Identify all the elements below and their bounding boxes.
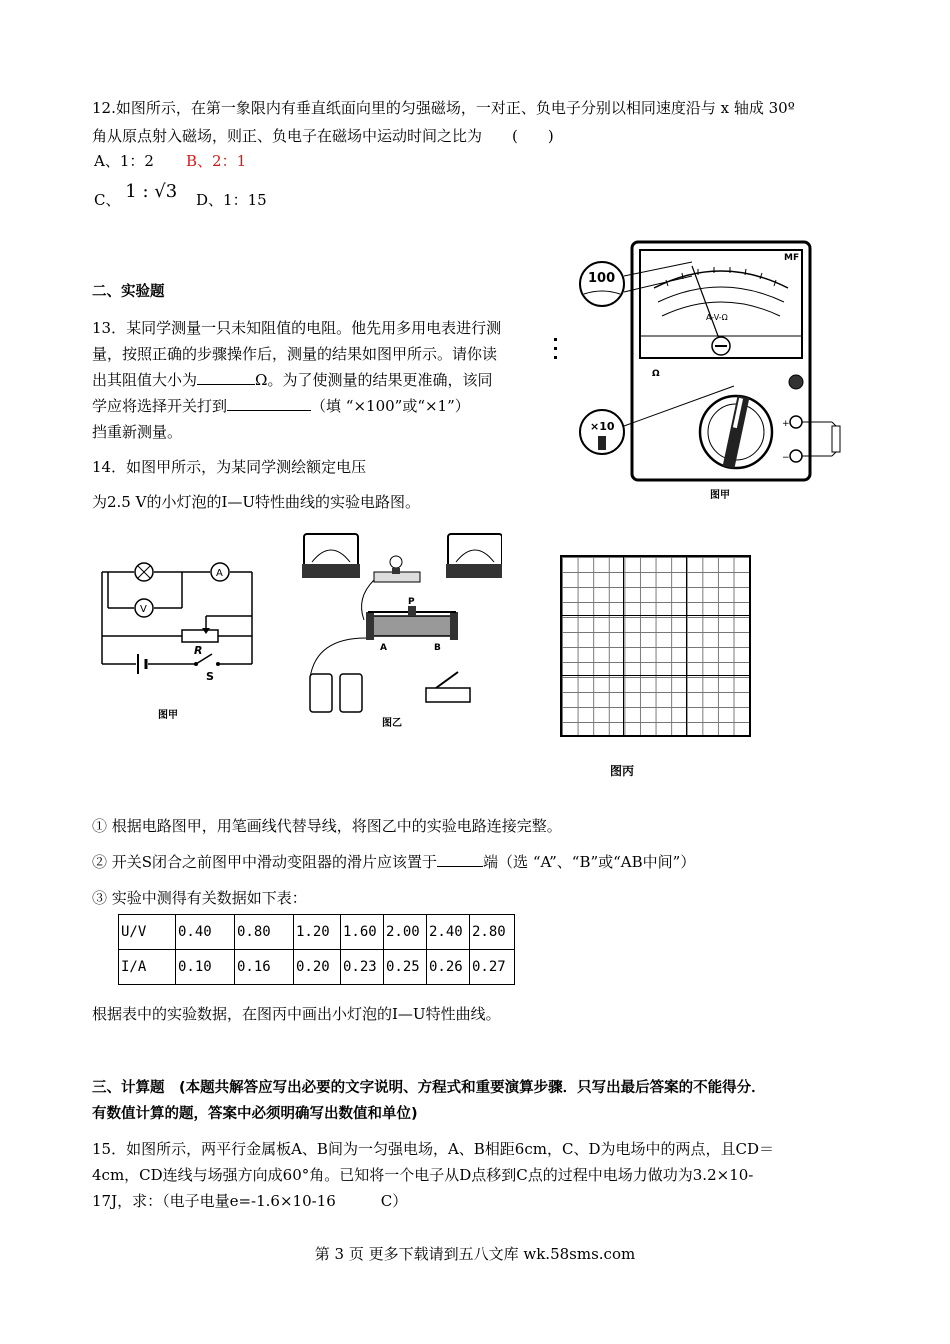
table-cell: 2.80: [470, 915, 515, 950]
multimeter-knob-label: Ω: [652, 369, 660, 379]
table-cell: 0.27: [470, 950, 515, 985]
q14-line2: 为2.5 V的小灯泡的I—U特性曲线的实验电路图。: [92, 493, 421, 511]
table-cell: 0.26: [427, 950, 470, 985]
table-cell: 0.25: [384, 950, 427, 985]
q13-line1: 13．某同学测量一只未知阻值的电阻。他先用多用电表进行测: [92, 319, 502, 337]
slider-label: P: [408, 597, 415, 607]
step1: ① 根据电路图甲，用笔画线代替导线，将图乙中的实验电路连接完整。: [92, 817, 562, 835]
q13-range-blank[interactable]: [227, 394, 311, 411]
table-cell: 0.80: [235, 915, 294, 950]
circuit-caption: 图甲: [158, 710, 178, 721]
step2: [92, 850, 695, 874]
q12-option-d: D、1：15: [196, 191, 267, 209]
q13-line4: [92, 394, 470, 418]
q12-option-c-prefix: C、: [94, 191, 121, 209]
q12-option-c: [94, 181, 178, 212]
q13-line3: [92, 368, 492, 392]
page-footer: 第 3 页 更多下载请到五八文库 wk.58sms.com: [314, 1245, 636, 1263]
table-cell: 0.20: [294, 950, 341, 985]
circuit-diagram: [96, 556, 260, 722]
q12-option-a: A、1：2: [94, 152, 154, 170]
table-cell: 2.00: [384, 915, 427, 950]
zoom-range-setting: ×10: [590, 420, 615, 433]
section2-title: 二、实验题: [92, 284, 165, 300]
q15-line1: 15．如图所示，两平行金属板A、B间为一匀强电场，A、B相距6cm，C、D为电场中的两点，且CD＝: [92, 1140, 774, 1158]
table-cell: 0.16: [235, 950, 294, 985]
rheostat-label: R: [194, 644, 203, 657]
q12-option-b: B、2：1: [186, 152, 247, 170]
data-table: [118, 914, 515, 985]
rheostat-end-a: A: [380, 643, 387, 653]
voltmeter-symbol: V: [140, 604, 147, 615]
step2-start: ② 开关S闭合之前图甲中滑动变阻器的滑片应该置于: [92, 853, 438, 871]
table-cell: 1.20: [294, 915, 341, 950]
after-table-text: 根据表中的实验数据，在图丙中画出小灯泡的I—U特性曲线。: [92, 1005, 501, 1023]
q13-line4-start: 学应将选择开关打到: [92, 397, 228, 415]
q13-line3-end: Ω。为了使测量的结果更准确，该同: [255, 371, 493, 389]
q15-line2: 4cm，CD连线与场强方向成60°角。已知将一个电子从D点移到C点的过程中电场力做功为3.2×10-: [92, 1166, 754, 1184]
step3: ③ 实验中测得有关数据如下表：: [92, 889, 307, 907]
multimeter-caption: 图甲: [710, 490, 730, 501]
switch-label: S: [206, 670, 214, 683]
table-cell: 2.40: [427, 915, 470, 950]
table-cell: 0.40: [176, 915, 235, 950]
q15-line3: 17J，求：（电子电量e=-1.6×10-16 C）: [92, 1192, 408, 1210]
table-row-header: U/V: [119, 915, 176, 950]
q13-line4-end: （填 “×100”或“×1”）: [311, 397, 470, 415]
table-cell: 0.10: [176, 950, 235, 985]
ammeter-symbol: A: [216, 568, 223, 579]
margin-dots: [554, 338, 558, 372]
rheostat-end-b: B: [434, 643, 441, 653]
q13-line5: 挡重新测量。: [92, 423, 183, 441]
table-row: [119, 950, 515, 985]
q13-line2: 量，按照正确的步骤操作后，测量的结果如图甲所示。请你读: [92, 345, 498, 363]
graph-grid[interactable]: [560, 555, 751, 737]
q12-line1: 12.如图所示，在第一象限内有垂直纸面向里的匀强磁场，一对正、负电子分别以相同速度沿与 x 轴成 30º: [92, 99, 795, 117]
q13-resistance-blank[interactable]: [197, 368, 255, 385]
q12-option-c-math: 1 : √3: [125, 181, 178, 202]
q12-line2: 角从原点射入磁场，则正、负电子在磁场中运动时间之比为 ( ): [92, 127, 554, 145]
step2-end: 端（选 “A”、“B”或“AB中间”）: [483, 853, 696, 871]
table-cell: 0.23: [341, 950, 384, 985]
apparatus-caption: 图乙: [382, 718, 402, 729]
multimeter-figure: [570, 236, 860, 508]
zoom-scale-reading: 100: [588, 271, 616, 286]
table-cell: 1.60: [341, 915, 384, 950]
table-row-header: I/A: [119, 950, 176, 985]
multimeter-brand: MF: [784, 253, 800, 263]
q13-line3-start: 出其阻值大小为: [92, 371, 198, 389]
table-row: [119, 915, 515, 950]
multimeter-scale-label: A-V-Ω: [706, 313, 728, 322]
multimeter-minus-terminal: −: [782, 453, 790, 463]
q14-line1: 14．如图甲所示，为某同学测绘额定电压: [92, 458, 367, 476]
apparatus-figure: [296, 528, 502, 734]
multimeter-plus-terminal: +: [782, 419, 790, 429]
step2-blank[interactable]: [437, 850, 483, 867]
section3-line2: 有数值计算的题，答案中必须明确写出数值和单位): [92, 1106, 418, 1122]
section3-line1: 三、计算题 (本题共解答应写出必要的文字说明、方程式和重要演算步骤．只写出最后答案的不能得分．: [92, 1080, 766, 1096]
grid-caption: 图丙: [610, 764, 635, 778]
